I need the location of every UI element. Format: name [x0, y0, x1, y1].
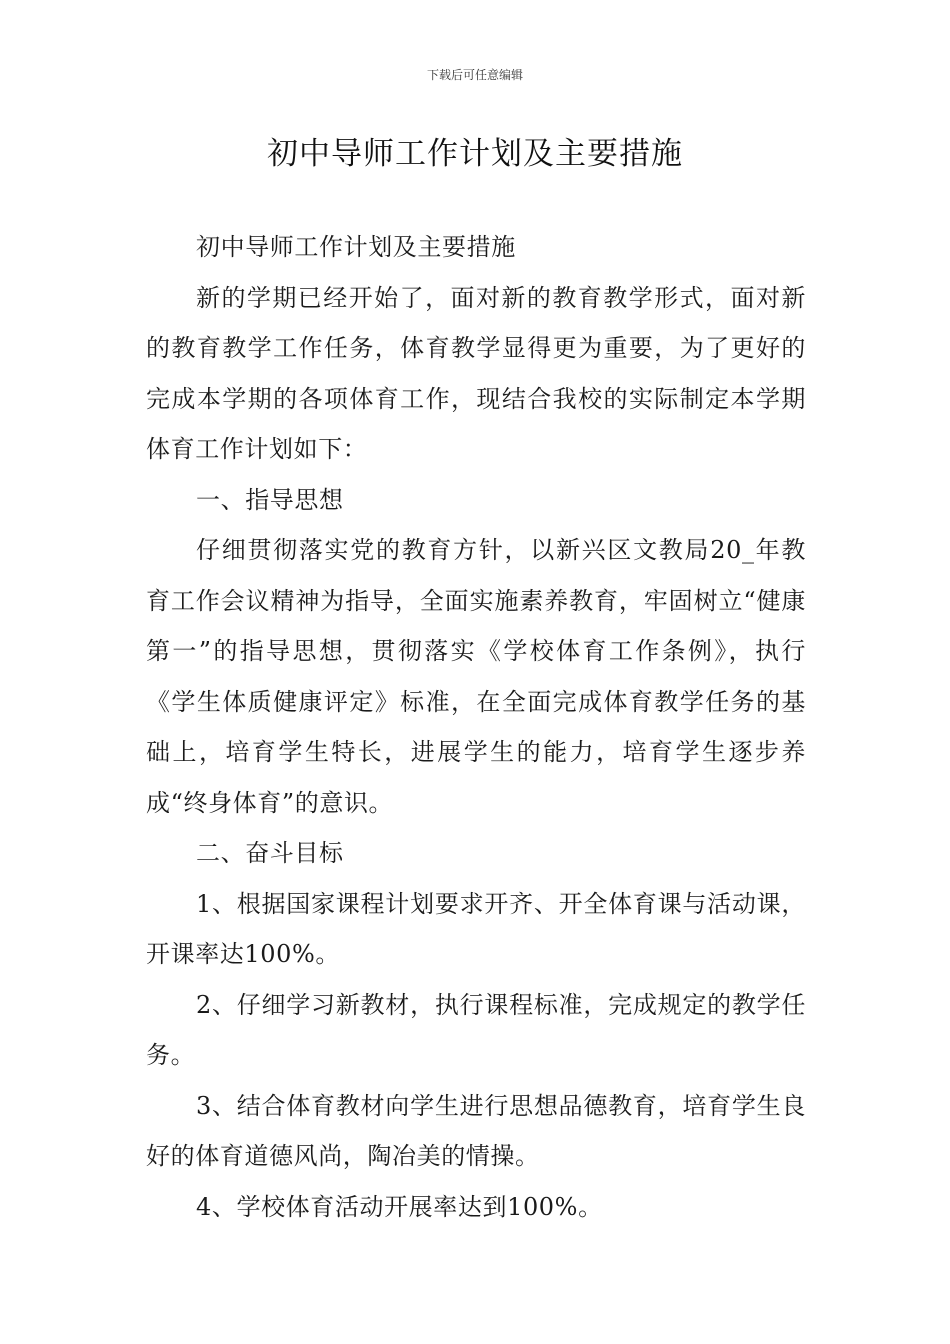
goal-item-4: 4、学校体育活动开展率达到100%。: [196, 1192, 603, 1221]
goal-item-2: 2、仔细学习新教材，执行课程标准，完成规定的教学任务。: [146, 990, 806, 1069]
document-title: 初中导师工作计划及主要措施: [267, 136, 683, 172]
paragraph-intro: 新的学期已经开始了，面对新的教育教学形式，面对新的教育教学工作任务，体育教学显得更为重要，为了更好的完成本学期的各项体育工作，现结合我校的实际制定本学期体育工作计划如下：: [146, 283, 806, 463]
goal-item-3: 3、结合体育教材向学生进行思想品德教育，培育学生良好的体育道德风尚，陶冶美的情操。: [146, 1091, 806, 1170]
paragraph-subtitle: 初中导师工作计划及主要措施: [196, 233, 516, 261]
document-body: [146, 222, 806, 1232]
section-heading-goals: 二、奋斗目标: [196, 839, 344, 867]
goal-item-1: 1、根据国家课程计划要求开齐、开全体育课与活动课，开课率达100%。: [146, 889, 806, 968]
header-note: 下载后可任意编辑: [426, 68, 523, 82]
paragraph-guiding-thought: 仔细贯彻落实党的教育方针，以新兴区文教局20_年教育工作会议精神为指导，全面实施素养教育，牢固树立“健康第一”的指导思想，贯彻落实《学校体育工作条例》，执行《学生体质健康评定》标准，在全面完成体育教学任务的基础上，培育学生特长，进展学生的能力，培育学生逐步养成“终身体育”的意识。: [146, 536, 806, 817]
section-heading-guiding-thought: 一、指导思想: [196, 485, 344, 514]
